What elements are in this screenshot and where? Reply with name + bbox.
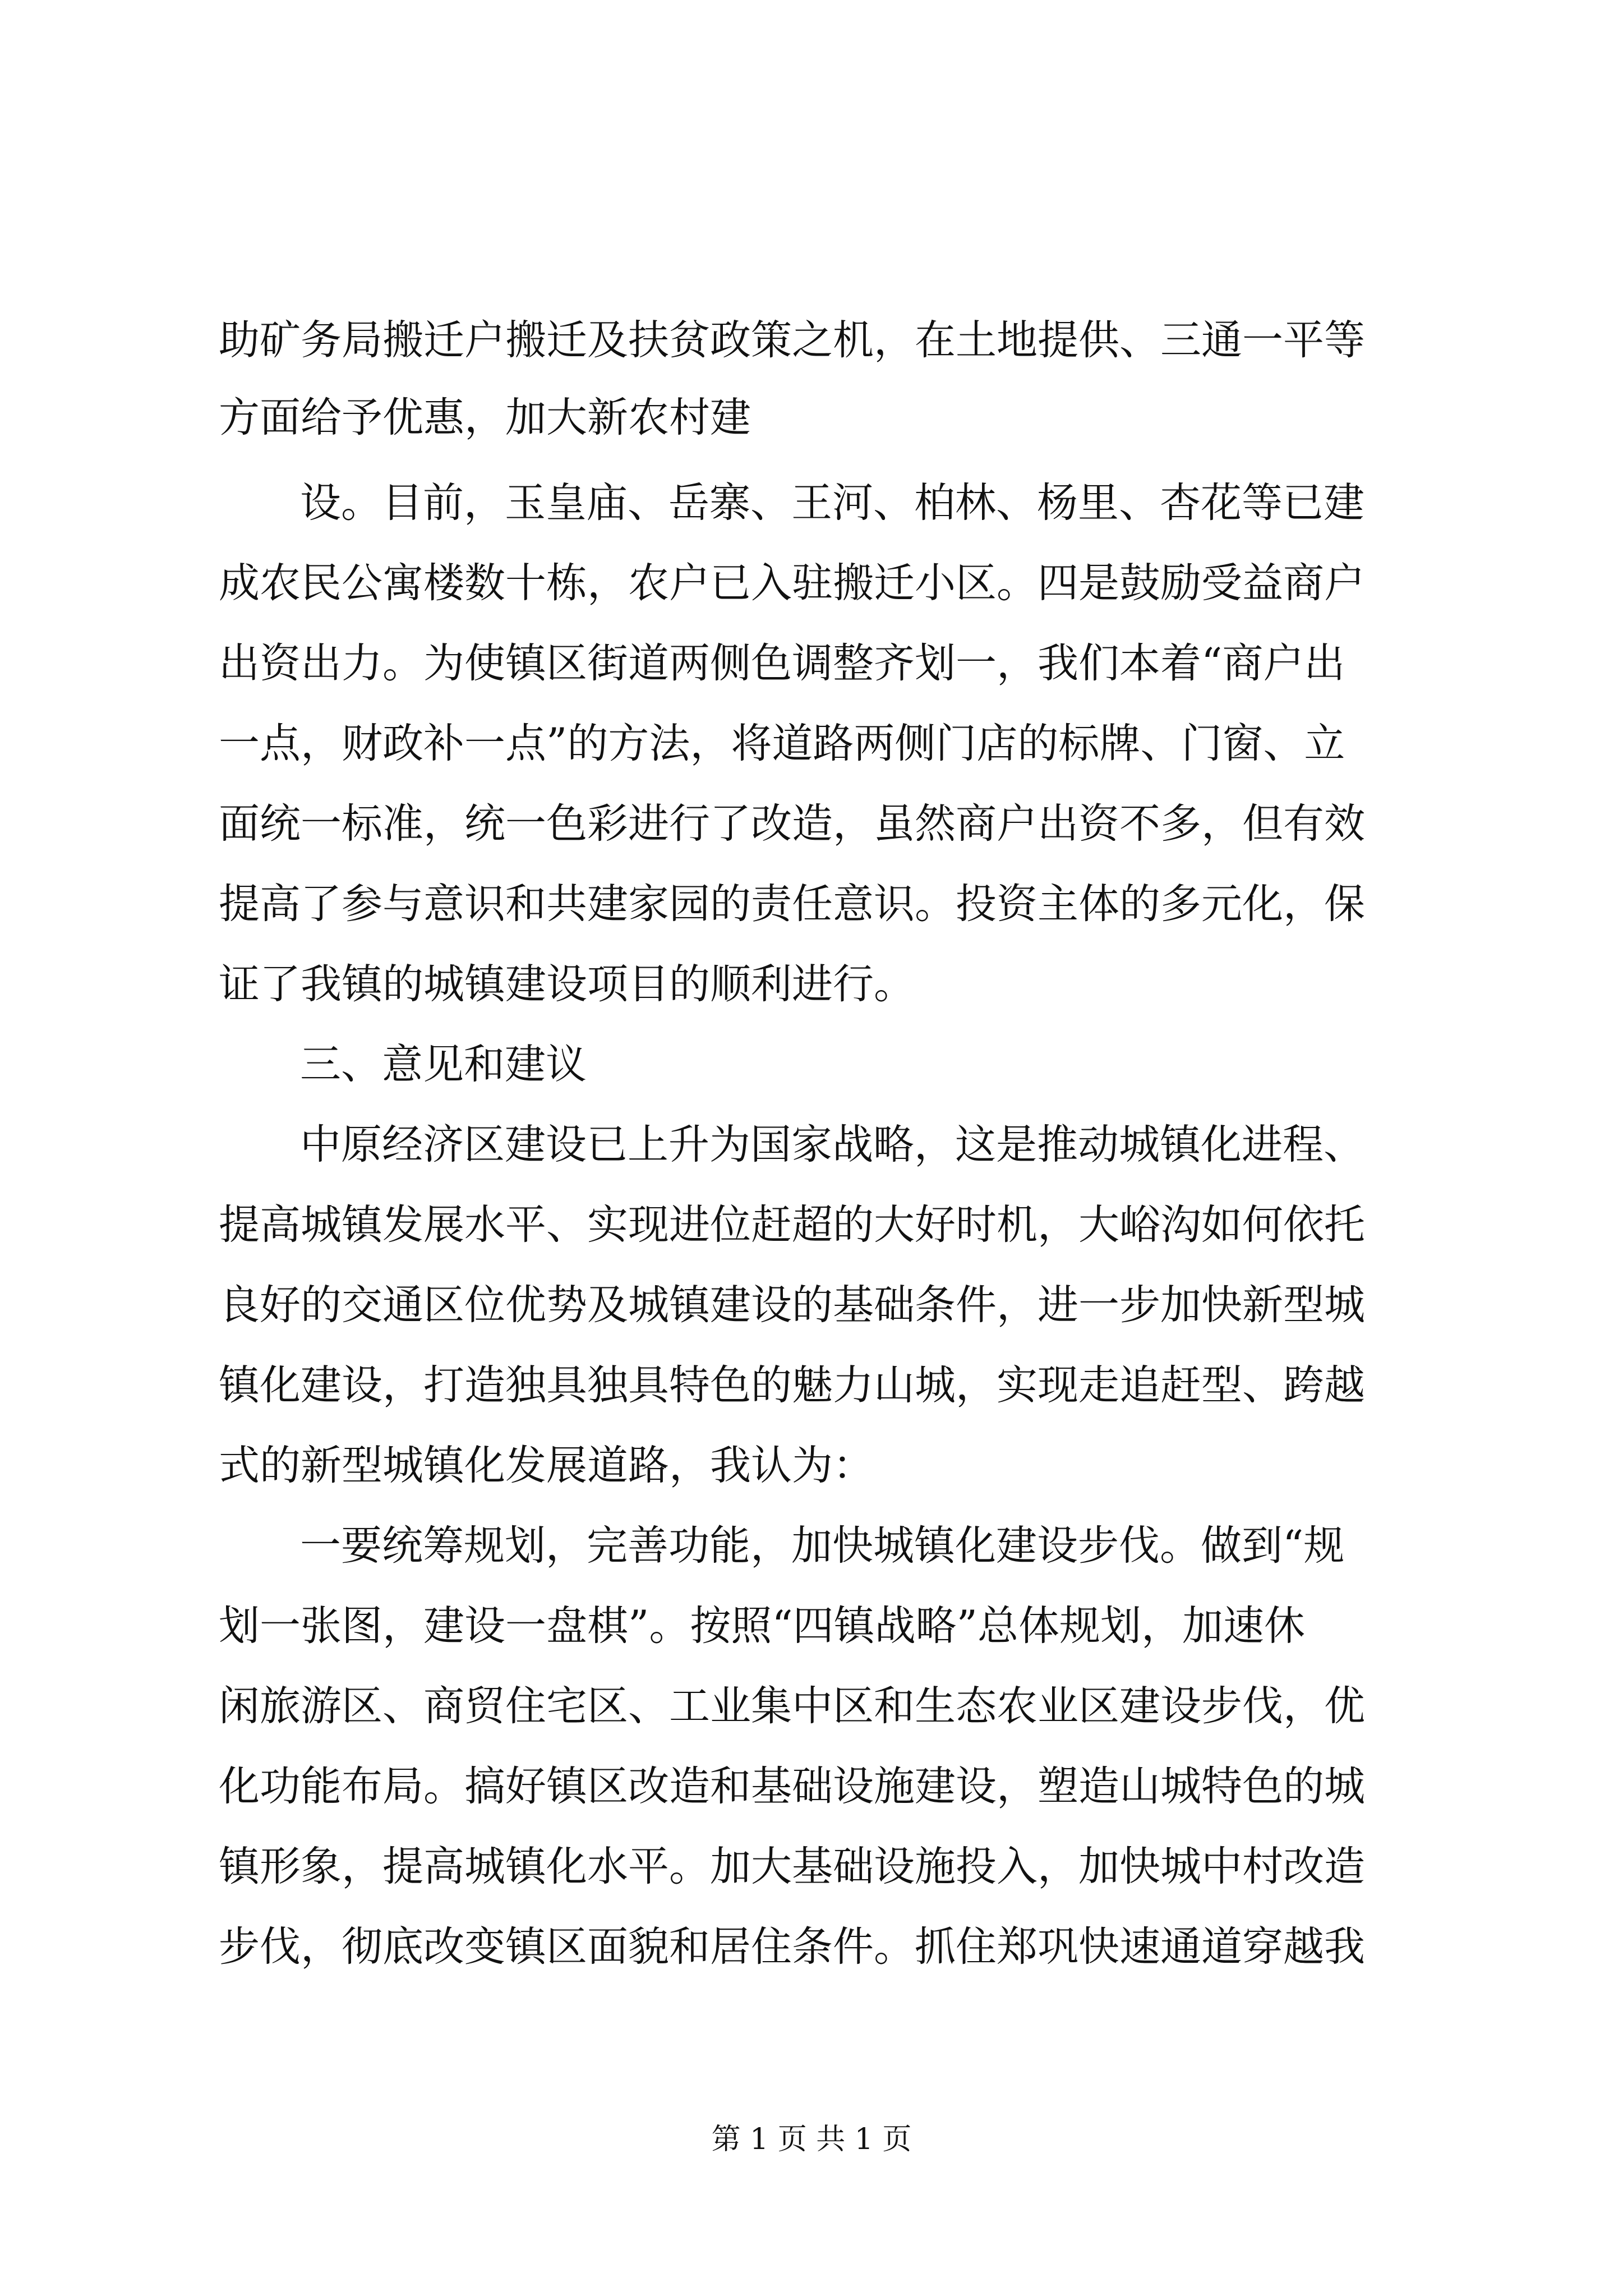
text-line: 成农民公寓楼数十栋，农户已入驻搬迁小区。四是鼓励受益商户: [219, 559, 1365, 607]
text-line: 面统一标准，统一色彩进行了改造，虽然商户出资不多，但有效: [219, 800, 1365, 848]
text-line: 步伐，彻底改变镇区面貌和居住条件。抓住郑巩快速通道穿越我: [219, 1923, 1365, 1971]
text-line: 助矿务局搬迁户搬迁及扶贫政策之机，在土地提供、三通一平等: [219, 316, 1365, 364]
text-line: 镇化建设，打造独具独具特色的魅力山城，实现走追赶型、跨越: [219, 1361, 1365, 1409]
text-line: 方面给予优惠，加大新农村建: [219, 394, 751, 441]
text-line: 一要统筹规划，完善功能，加快城镇化建设步伐。做到“规: [300, 1522, 1345, 1570]
text-line: 一点，财政补一点”的方法，将道路两侧门店的标牌、门窗、立: [219, 720, 1345, 767]
text-line: 镇形象，提高城镇化水平。加大基础设施投入，加快城中村改造: [219, 1843, 1365, 1890]
text-line: 出资出力。为使镇区街道两侧色调整齐划一，我们本着“商户出: [219, 639, 1345, 687]
text-line: 提高了参与意识和共建家园的责任意识。投资主体的多元化，保: [219, 880, 1365, 928]
text-line: 设。目前，玉皇庙、岳寨、王河、柏林、杨里、杏花等已建: [300, 479, 1364, 527]
text-line: 式的新型城镇化发展道路，我认为：: [219, 1442, 874, 1489]
text-line: 证了我镇的城镇建设项目的顺利进行。: [219, 960, 915, 1008]
text-line: 划一张图，建设一盘棋”。按照“四镇战略”总体规划，加速休: [219, 1602, 1305, 1650]
section-heading: 三、意见和建议: [300, 1041, 587, 1088]
text-line: 提高城镇发展水平、实现进位赶超的大好时机，大峪沟如何依托: [219, 1201, 1365, 1249]
text-line: 良好的交通区位优势及城镇建设的基础条件，进一步加快新型城: [219, 1281, 1365, 1329]
text-line: 闲旅游区、商贸住宅区、工业集中区和生态农业区建设步伐，优: [219, 1682, 1365, 1730]
text-line: 化功能布局。搞好镇区改造和基础设施建设，塑造山城特色的城: [219, 1763, 1365, 1810]
page-number-footer: 第 1 页 共 1 页: [711, 2123, 912, 2156]
text-line: 中原经济区建设已上升为国家战略，这是推动城镇化进程、: [300, 1121, 1364, 1168]
